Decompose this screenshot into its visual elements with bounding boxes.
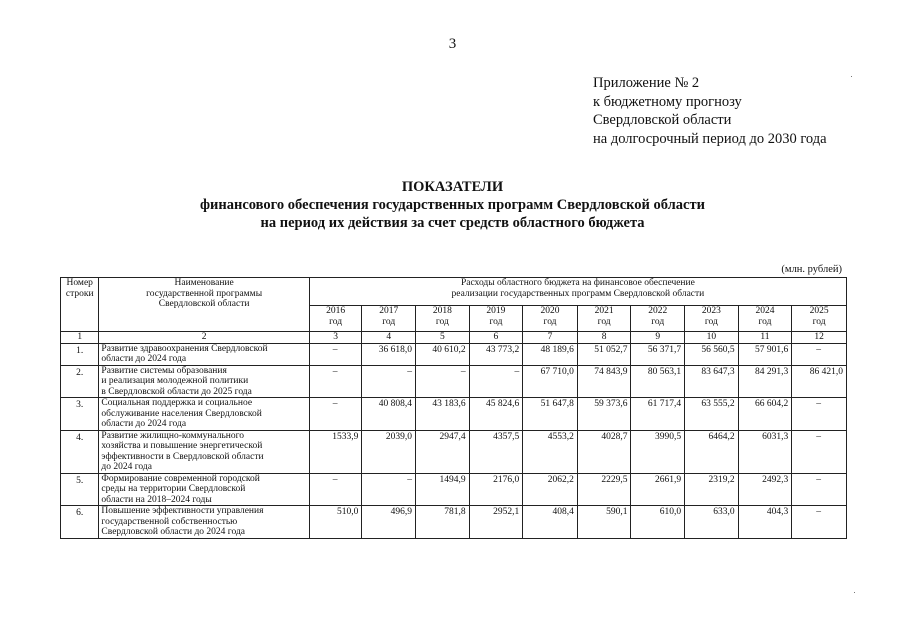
program-name-line: Свердловской области до 2024 года <box>101 527 245 537</box>
year-unit: год <box>597 316 611 327</box>
year-value: 2018 <box>432 306 452 316</box>
value-cell-2018: 1494,9 <box>416 473 470 506</box>
row-number: 1. <box>61 343 99 365</box>
column-number-row <box>61 332 847 344</box>
value-cell-2017: 36 618,0 <box>362 343 416 365</box>
year-value: 2020 <box>540 306 560 316</box>
header-name-line: Свердловской области <box>158 299 250 309</box>
program-name-line: государственной собственностью <box>101 516 238 527</box>
value-cell-2018: 40 610,2 <box>416 343 470 365</box>
appendix-line: Приложение № 2 <box>593 75 700 91</box>
program-name-line: и реализация молодежной политики <box>101 376 249 386</box>
value-cell-2023: 63 555,2 <box>685 398 739 431</box>
table-row <box>61 343 847 365</box>
value-cell-2022: 610,0 <box>631 506 685 539</box>
header-spending <box>309 278 846 306</box>
value-cell-2024: 66 604,2 <box>738 398 792 431</box>
row-number: 3. <box>61 398 99 431</box>
value-cell-2020: 48 189,6 <box>523 343 578 365</box>
value-cell-2022: 80 563,1 <box>631 365 685 398</box>
appendix-line: к бюджетному прогнозу <box>593 93 742 110</box>
title-line-3: на период их действия за счет средств областного бюджета <box>260 215 645 231</box>
row-number: 6. <box>61 506 99 539</box>
value-cell-2017: – <box>362 473 416 506</box>
value-cell-2021: 59 373,6 <box>577 398 631 431</box>
value-cell-2018: 2947,4 <box>416 430 470 473</box>
value-cell-2016: 510,0 <box>309 506 362 539</box>
budget-table <box>60 277 847 539</box>
table-row <box>61 473 847 506</box>
value-cell-2021: 2229,5 <box>577 473 631 506</box>
column-number: 6 <box>469 332 523 344</box>
program-name <box>99 473 309 506</box>
year-unit: год <box>543 316 557 327</box>
value-cell-2023: 6464,2 <box>685 430 739 473</box>
year-value: 2016 <box>326 306 346 316</box>
program-name-line: области на 2018–2024 годы <box>101 494 212 505</box>
units-label: (млн. рублей) <box>781 264 842 275</box>
year-header-2023 <box>685 306 739 332</box>
header-program-name <box>99 278 309 332</box>
year-header-2022 <box>631 306 685 332</box>
value-cell-2022: 56 371,7 <box>631 343 685 365</box>
value-cell-2023: 56 560,5 <box>685 343 739 365</box>
value-cell-2025: – <box>792 473 847 506</box>
value-cell-2017: 40 808,4 <box>362 398 416 431</box>
year-header-2018 <box>416 306 470 332</box>
value-cell-2022: 2661,9 <box>631 473 685 506</box>
column-number: 7 <box>523 332 578 344</box>
appendix-line: Свердловской области <box>593 112 732 128</box>
value-cell-2025: – <box>792 430 847 473</box>
program-name <box>99 430 309 473</box>
program-name-line: области до 2024 года <box>101 419 187 429</box>
header-name-line: Наименование <box>174 278 234 288</box>
value-cell-2024: 84 291,3 <box>738 365 792 398</box>
value-cell-2020: 51 647,8 <box>523 398 578 431</box>
year-value: 2021 <box>594 306 614 316</box>
program-name <box>99 506 309 539</box>
program-name-line: в Свердловской области до 2025 года <box>101 386 252 397</box>
value-cell-2016: 1533,9 <box>309 430 362 473</box>
year-header-2016 <box>309 306 362 332</box>
column-number: 2 <box>99 332 309 344</box>
value-cell-2021: 51 052,7 <box>577 343 631 365</box>
value-cell-2019: 4357,5 <box>469 430 523 473</box>
year-header-2019 <box>469 306 523 332</box>
program-name-line: Развитие здравоохранения Свердловской <box>101 343 268 354</box>
column-number: 11 <box>738 332 792 344</box>
year-value: 2025 <box>809 306 829 316</box>
year-header-2025 <box>792 306 847 332</box>
year-unit: год <box>704 316 718 327</box>
document-title <box>0 178 905 232</box>
value-cell-2020: 67 710,0 <box>523 365 578 398</box>
program-name-line: хозяйства и повышение энергетической <box>101 441 263 451</box>
value-cell-2018: 43 183,6 <box>416 398 470 431</box>
value-cell-2021: 4028,7 <box>577 430 631 473</box>
value-cell-2021: 590,1 <box>577 506 631 539</box>
value-cell-2021: 74 843,9 <box>577 365 631 398</box>
value-cell-2024: 2492,3 <box>738 473 792 506</box>
program-name-line: среды на территории Свердловской <box>101 484 246 494</box>
page-number: 3 <box>448 36 457 52</box>
header-number <box>61 278 99 332</box>
table-body <box>61 343 847 538</box>
year-value: 2024 <box>755 306 775 316</box>
row-number: 5. <box>61 473 99 506</box>
scan-speck <box>854 592 855 593</box>
year-value: 2017 <box>379 306 399 316</box>
program-name <box>99 398 309 431</box>
header-number-line: строки <box>65 288 94 299</box>
program-name <box>99 365 309 398</box>
value-cell-2019: – <box>469 365 523 398</box>
column-number: 12 <box>792 332 847 344</box>
appendix-line: на долгосрочный период до 2030 года <box>593 130 827 147</box>
header-name-line: государственной программы <box>146 288 263 299</box>
value-cell-2020: 4553,2 <box>523 430 578 473</box>
header-spending-line: Расходы областного бюджета на финансовое обеспечение <box>460 278 695 288</box>
year-value: 2023 <box>701 306 721 316</box>
year-unit: год <box>435 316 449 327</box>
program-name-line: обслуживание населения Свердловской <box>101 408 262 419</box>
appendix-note <box>593 74 827 148</box>
value-cell-2022: 3990,5 <box>631 430 685 473</box>
value-cell-2016: – <box>309 343 362 365</box>
year-value: 2019 <box>486 306 506 316</box>
table-row <box>61 506 847 539</box>
program-name <box>99 343 309 365</box>
year-unit: год <box>651 316 665 327</box>
program-name-line: Развитие системы образования <box>101 365 227 376</box>
value-cell-2019: 2952,1 <box>469 506 523 539</box>
row-number: 4. <box>61 430 99 473</box>
year-header-2017 <box>362 306 416 332</box>
program-name-line: области до 2024 года <box>101 354 187 364</box>
program-name-line: Повышение эффективности управления <box>101 506 264 516</box>
value-cell-2025: – <box>792 343 847 365</box>
table-row <box>61 398 847 431</box>
table-row <box>61 365 847 398</box>
value-cell-2016: – <box>309 365 362 398</box>
value-cell-2018: 781,8 <box>416 506 470 539</box>
table-row <box>61 430 847 473</box>
value-cell-2017: 496,9 <box>362 506 416 539</box>
value-cell-2025: – <box>792 398 847 431</box>
year-unit: год <box>382 316 396 327</box>
year-value: 2022 <box>648 306 668 316</box>
value-cell-2018: – <box>416 365 470 398</box>
value-cell-2023: 2319,2 <box>685 473 739 506</box>
value-cell-2019: 2176,0 <box>469 473 523 506</box>
value-cell-2025: 86 421,0 <box>792 365 847 398</box>
header-number-line: Номер <box>66 278 93 288</box>
title-line-2: финансового обеспечения государственных программ Свердловской области <box>200 197 705 213</box>
column-number: 8 <box>577 332 631 344</box>
column-number: 1 <box>61 332 99 344</box>
value-cell-2023: 83 647,3 <box>685 365 739 398</box>
column-number: 3 <box>309 332 362 344</box>
title-line-1: ПОКАЗАТЕЛИ <box>401 179 504 195</box>
year-unit: год <box>329 316 343 327</box>
program-name-line: до 2024 года <box>101 462 152 472</box>
value-cell-2024: 57 901,6 <box>738 343 792 365</box>
value-cell-2019: 43 773,2 <box>469 343 523 365</box>
value-cell-2023: 633,0 <box>685 506 739 539</box>
value-cell-2019: 45 824,6 <box>469 398 523 431</box>
year-unit: год <box>489 316 503 327</box>
program-name-line: эффективности в Свердловской области <box>101 451 264 462</box>
value-cell-2016: – <box>309 473 362 506</box>
program-name-line: Формирование современной городской <box>101 473 260 484</box>
program-name-line: Развитие жилищно-коммунального <box>101 430 245 441</box>
value-cell-2017: – <box>362 365 416 398</box>
column-number: 4 <box>362 332 416 344</box>
value-cell-2025: – <box>792 506 847 539</box>
value-cell-2024: 404,3 <box>738 506 792 539</box>
value-cell-2020: 2062,2 <box>523 473 578 506</box>
column-number: 10 <box>685 332 739 344</box>
year-unit: год <box>812 316 826 327</box>
year-header-2020 <box>523 306 578 332</box>
program-name-line: Социальная поддержка и социальное <box>101 398 253 408</box>
header-row <box>61 278 847 306</box>
year-unit: год <box>758 316 772 327</box>
value-cell-2017: 2039,0 <box>362 430 416 473</box>
scan-speck <box>851 76 852 77</box>
row-number: 2. <box>61 365 99 398</box>
year-header-2024 <box>738 306 792 332</box>
value-cell-2022: 61 717,4 <box>631 398 685 431</box>
value-cell-2024: 6031,3 <box>738 430 792 473</box>
year-header-2021 <box>577 306 631 332</box>
column-number: 9 <box>631 332 685 344</box>
value-cell-2016: – <box>309 398 362 431</box>
value-cell-2020: 408,4 <box>523 506 578 539</box>
header-spending-line: реализации государственных программ Свердловской области <box>451 288 705 299</box>
column-number: 5 <box>416 332 470 344</box>
